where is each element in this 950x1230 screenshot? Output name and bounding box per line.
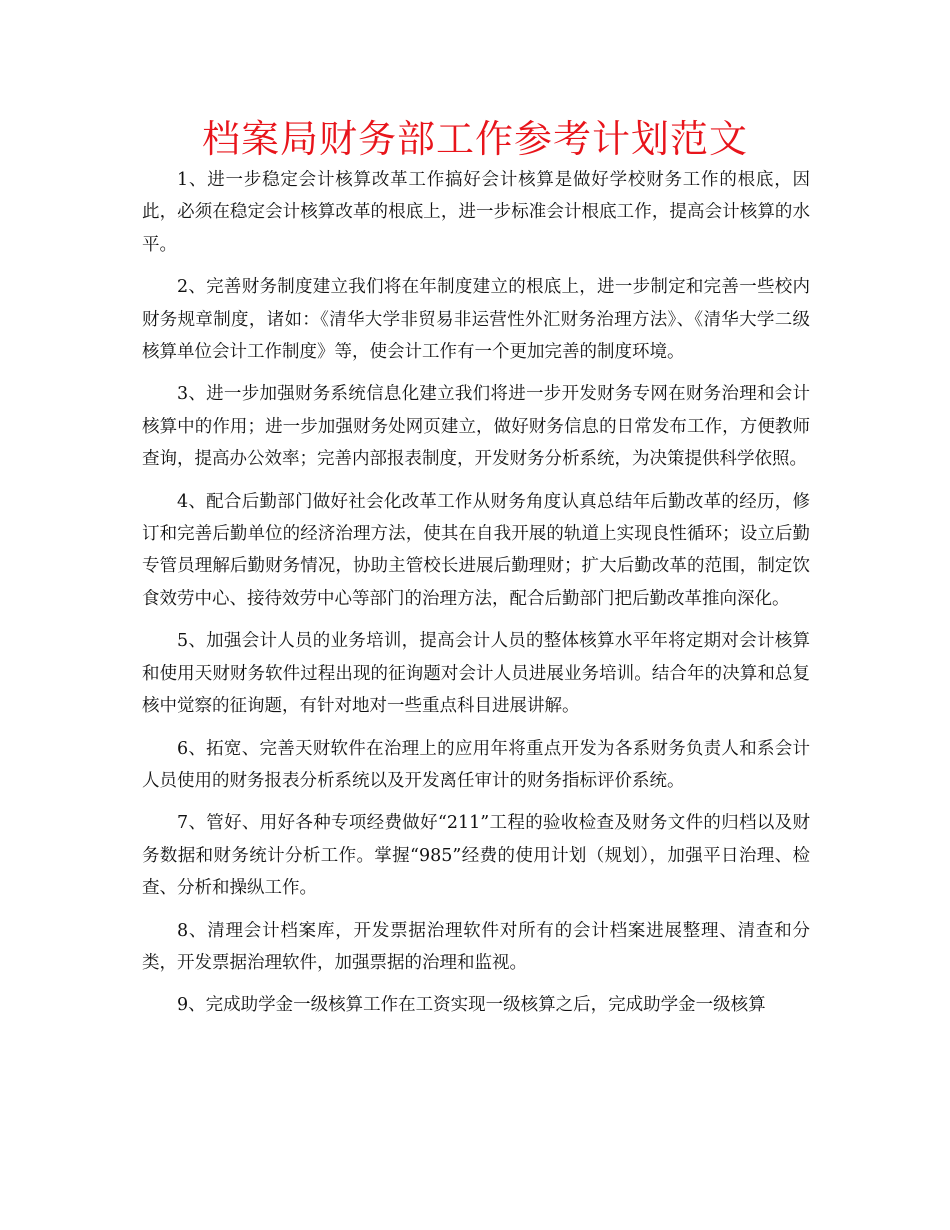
paragraph-5: 5、加强会计人员的业务培训，提高会计人员的整体核算水平年将定期对会计核算和使用天财财务软件过程出现的征询题对会计人员进展业务培训。结合年的决算和总复核中觉察的征询题，有针对地对一些重点科目进展讲解。: [142, 631, 810, 717]
paragraph-7: 7、管好、用好各种专项经费做好“211”工程的验收检查及财务文件的归档以及财务数据和财务统计分析工作。掌握“985”经费的使用计划（规划），加强平日治理、检查、分析和操纵工作。: [142, 813, 810, 899]
document-body: [142, 164, 810, 1032]
paragraph-9: 9、完成助学金一级核算工作在工资实现一级核算之后，完成助学金一级核算: [177, 995, 766, 1016]
paragraph-2: 2、完善财务制度建立我们将在年制度建立的根底上，进一步制定和完善一些校内财务规章制度，诸如：《清华大学非贸易非运营性外汇财务治理方法》、《清华大学二级核算单位会计工作制度》等，使会计工作有一个更加完善的制度环境。: [142, 277, 810, 363]
paragraph-1: 1、进一步稳定会计核算改革工作搞好会计核算是做好学校财务工作的根底，因此，必须在稳定会计核算改革的根底上，进一步标准会计根底工作，提高会计核算的水平。: [142, 170, 810, 255]
paragraph-6: 6、拓宽、完善天财软件在治理上的应用年将重点开发为各系财务负责人和系会计人员使用的财务报表分析系统以及开发离任审计的财务指标评价系统。: [142, 738, 810, 791]
paragraph-8: 8、清理会计档案库，开发票据治理软件对所有的会计档案进展整理、清查和分类，开发票据治理软件，加强票据的治理和监视。: [142, 920, 810, 973]
paragraph-3: 3、进一步加强财务系统信息化建立我们将进一步开发财务专网在财务治理和会计核算中的作用；进一步加强财务处网页建立，做好财务信息的日常发布工作，方便教师查询，提高办公效率；完善内部报表制度，开发财务分析系统，为决策提供科学依照。: [142, 384, 810, 470]
paragraph-4: 4、配合后勤部门做好社会化改革工作从财务角度认真总结年后勤改革的经历，修订和完善后勤单位的经济治理方法，使其在自我开展的轨道上实现良性循环；设立后勤专管员理解后勤财务情况，协助主管校长进展后勤理财；扩大后勤改革的范围，制定饮食效劳中心、接待效劳中心等部门的治理方法，配合后勤部门把后勤改革推向深化。: [142, 491, 810, 609]
document-title: 档案局财务部工作参考计划范文: [201, 117, 748, 161]
